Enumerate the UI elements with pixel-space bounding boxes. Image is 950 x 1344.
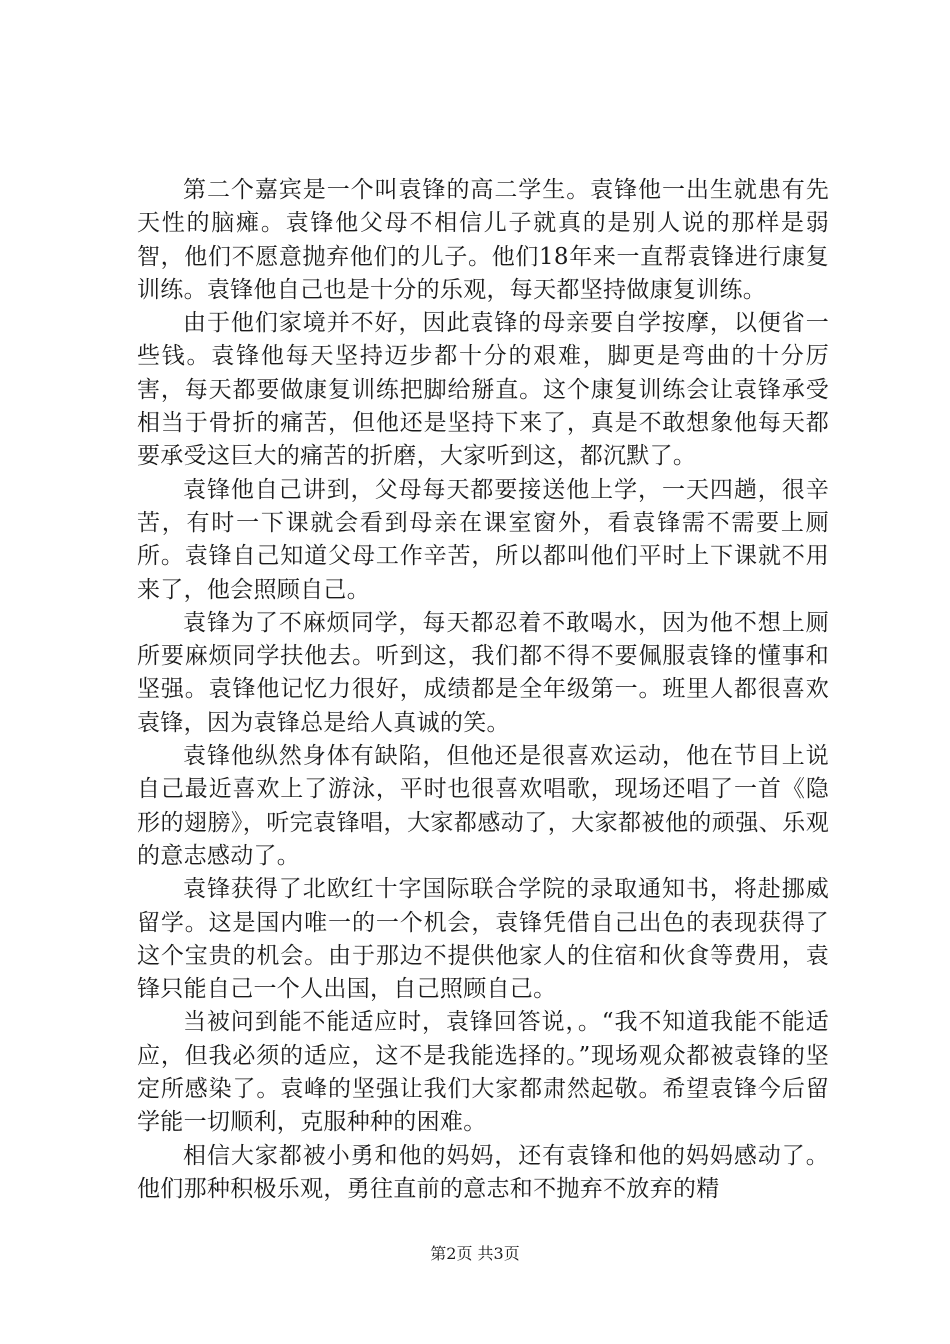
paragraph: 袁锋获得了北欧红十字国际联合学院的录取通知书，将赴挪威留学。这是国内唯一的一个机会，袁锋凭借自己出色的表现获得了这个宝贵的机会。由于那边不提供他家人的住宿和伙食等费用，袁锋只能自己一个人出国，自己照顾自己。 xyxy=(137,876,829,1003)
paragraph: 袁锋他纵然身体有缺陷，但他还是很喜欢运动，他在节目上说自己最近喜欢上了游泳，平时也很喜欢唱歌，现场还唱了一首《隐形的翅膀》，听完袁锋唱，大家都感动了，大家都被他的顽强、乐观的意志感动了。 xyxy=(137,743,829,869)
paragraph: 袁锋他自己讲到，父母每天都要接送他上学，一天四趟，很辛苦，有时一下课就会看到母亲在课室窗外，看袁锋需不需要上厕所。袁锋自己知道父母工作辛苦，所以都叫他们平时上下课就不用来了，他会照顾自己。 xyxy=(137,476,829,603)
body-text xyxy=(137,174,829,1206)
paragraph: 第二个嘉宾是一个叫袁锋的高二学生。袁锋他一出生就患有先天性的脑瘫。袁锋他父母不相信儿子就真的是别人说的那样是弱智，他们不愿意抛弃他们的儿子。他们18年来一直帮袁锋进行康复训练。袁锋他自己也是十分的乐观，每天都坚持做康复训练。 xyxy=(137,177,829,303)
paragraph: 相信大家都被小勇和他的妈妈，还有袁锋和他的妈妈感动了。他们那种积极乐观，勇往直前的意志和不抛弃不放弃的精 xyxy=(137,1142,829,1202)
paragraph: 由于他们家境并不好，因此袁锋的母亲要自学按摩，以便省一些钱。袁锋他每天坚持迈步都十分的艰难，脚更是弯曲的十分厉害，每天都要做康复训练把脚给掰直。这个康复训练会让袁锋承受相当于骨折的痛苦，但他还是坚持下来了，真是不敢想象他每天都要承受这巨大的痛苦的折磨，大家听到这，都沉默了。 xyxy=(137,310,829,470)
page-footer: 第2页 共3页 xyxy=(430,1244,520,1263)
paragraph: 袁锋为了不麻烦同学，每天都忍着不敢喝水，因为他不想上厕所要麻烦同学扶他去。听到这，我们都不得不要佩服袁锋的懂事和坚强。袁锋他记忆力很好，成绩都是全年级第一。班里人都很喜欢袁锋，因为袁锋总是给人真诚的笑。 xyxy=(137,609,829,736)
paragraph: 当被问到能不能适应时，袁锋回答说，。“我不知道我能不能适应，但我必须的适应，这不是我能选择的。”现场观众都被袁锋的坚定所感染了。袁峰的坚强让我们大家都肃然起敬。希望袁锋今后留学能一切顺利，克服种种的困难。 xyxy=(137,1009,829,1136)
